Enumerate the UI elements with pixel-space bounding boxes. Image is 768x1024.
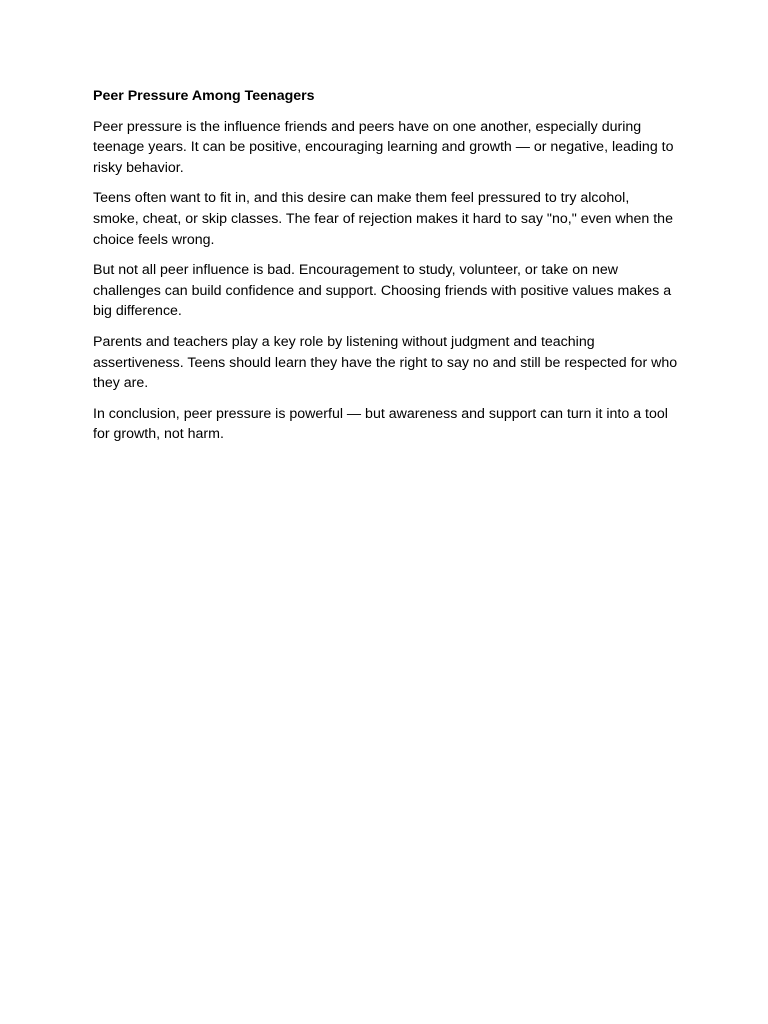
paragraph-conclusion: In conclusion, peer pressure is powerful — but awareness and support can turn it into a tool for growth, not harm. <box>93 405 668 443</box>
paragraph-positive-influence: But not all peer influence is bad. Encouragement to study, volunteer, or take on new challenges can build confidence and support. Choosing friends with positive values makes a big difference. <box>93 262 672 320</box>
document-title: Peer Pressure Among Teenagers <box>93 88 315 104</box>
paragraph-definition: Peer pressure is the influence friends and peers have on one another, especially during teenage years. It can be positive, encouraging learning and growth — or negative, leading to risky behavior. <box>93 118 674 176</box>
document-body <box>93 86 678 455</box>
paragraph-negative-pressure: Teens often want to fit in, and this desire can make them feel pressured to try alcohol, smoke, cheat, or skip classes. The fear of rejection makes it hard to say "no," even when the choice feels wrong. <box>93 190 673 248</box>
paragraph-parents-teachers: Parents and teachers play a key role by listening without judgment and teaching assertiveness. Teens should learn they have the right to say no and still be respected for who they are. <box>93 333 678 392</box>
